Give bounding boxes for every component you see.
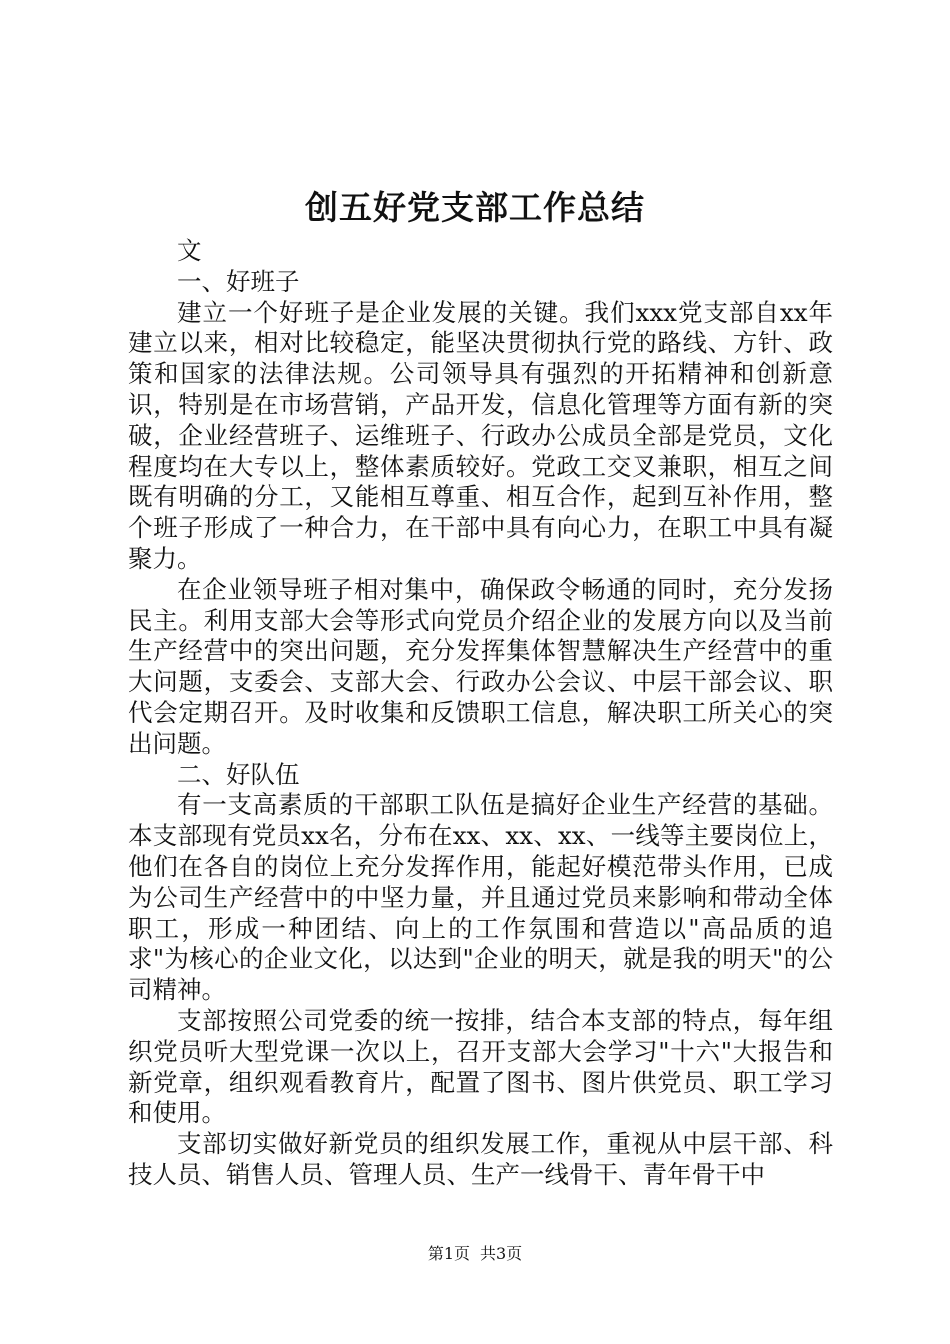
section-heading-good-leadership: 一、好班子 <box>177 266 300 296</box>
paragraph: 支部切实做好新党员的组织发展工作，重视从中层干部、科技人员、销售人员、管理人员、生产一线骨干、青年骨干中 <box>128 1129 833 1189</box>
document-title: 创五好党支部工作总结 <box>305 188 645 227</box>
section-heading-good-team: 二、好队伍 <box>177 759 300 789</box>
page-number: 第1页 <box>427 1244 470 1263</box>
paragraph: 支部按照公司党委的统一按排，结合本支部的特点，每年组织党员听大型党课一次以上，召开支部大会学习"十六"大报告和新党章，组织观看教育片，配置了图书、图片供党员、职工学习和使用。 <box>128 1005 833 1128</box>
page-footer <box>0 1243 950 1265</box>
paragraph: 有一支高素质的干部职工队伍是搞好企业生产经营的基础。本支部现有党员xx名，分布在xx、xx、xx、一线等主要岗位上，他们在各自的岗位上充分发挥作用，能起好模范带头作用，已成为公司生产经营中的中坚力量，并且通过党员来影响和带动全体职工，形成一种团结、向上的工作氛围和营造以"高品质的追求"为核心的企业文化，以达到"企业的明天，就是我的明天"的公司精神。 <box>128 790 833 1005</box>
paragraph-wen: 文 <box>177 236 202 265</box>
paragraph: 在企业领导班子相对集中，确保政令畅通的同时，充分发扬民主。利用支部大会等形式向党员介绍企业的发展方向以及当前生产经营中的突出问题，充分发挥集体智慧解决生产经营中的重大问题，支委会、支部大会、行政办公会议、中层干部会议、职代会定期召开。及时收集和反馈职工信息，解决职工所关心的突出问题。 <box>128 574 833 758</box>
paragraph: 建立一个好班子是企业发展的关键。我们xxx党支部自xx年建立以来，相对比较稳定，能坚决贯彻执行党的路线、方针、政策和国家的法律法规。公司领导具有强烈的开拓精神和创新意识，特别是在市场营销，产品开发，信息化管理等方面有新的突破，企业经营班子、运维班子、行政办公成员全部是党员，文化程度均在大专以上，整体素质较好。党政工交叉兼职，相互之间既有明确的分工，又能相互尊重、相互合作，起到互补作用，整个班子形成了一种合力，在干部中具有向心力，在职工中具有凝聚力。 <box>128 297 833 573</box>
document-body <box>128 236 833 1191</box>
page-total: 共3页 <box>480 1244 523 1263</box>
